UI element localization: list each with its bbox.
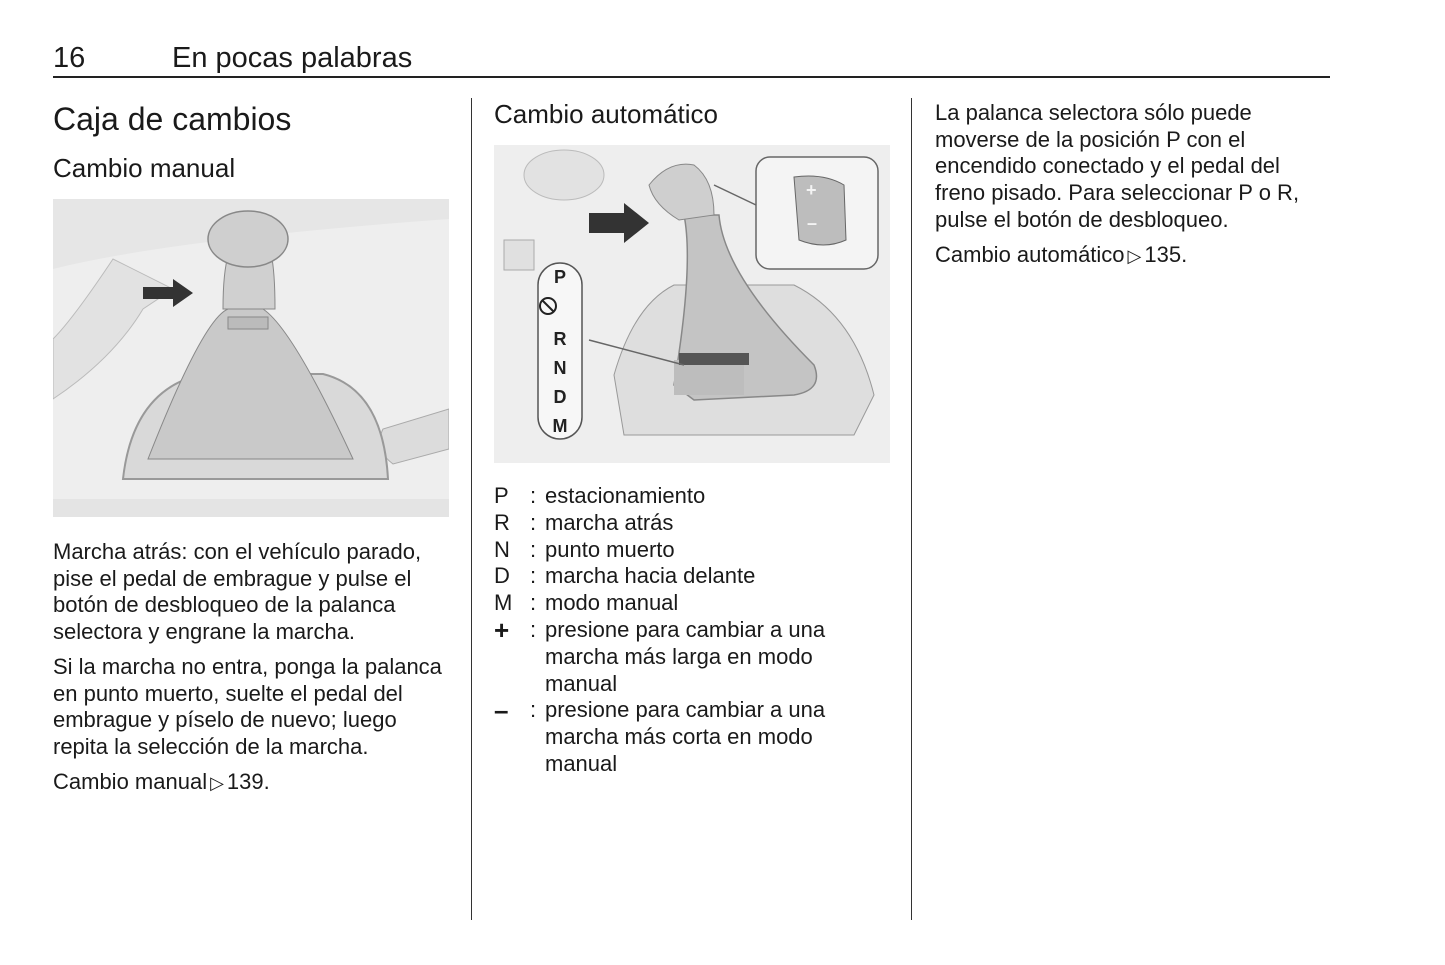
gate-letter: M <box>552 416 568 436</box>
column-divider <box>471 98 472 920</box>
legend-item: + : presione para cambiar a una marcha más larga en modo manual <box>494 617 894 697</box>
gear-retry-text: Si la marcha no entra, ponga la palanca en punto muerto, suelte el pedal del embrague y píselo de nuevo; luego repita la selección de la marcha. <box>53 653 442 759</box>
xref-page: 135. <box>1144 241 1188 267</box>
legend-key: N <box>494 536 510 562</box>
xref-arrow-icon: ▷ <box>210 772 224 793</box>
page-header <box>53 40 1330 78</box>
legend-key: R <box>494 509 510 535</box>
page-number: 16 <box>53 42 86 74</box>
automatic-xref[interactable] <box>935 242 1335 270</box>
gate-letter: P <box>553 267 566 287</box>
gate-letter: R <box>553 329 567 349</box>
chapter-title: Caja de cambios <box>53 101 292 137</box>
legend-desc: punto muerto <box>545 536 675 562</box>
gear-gate-labels <box>538 263 582 441</box>
legend-item: M : modo manual <box>494 590 894 617</box>
manual-subtitle: Cambio manual <box>53 153 236 183</box>
reverse-gear-text: Marcha atrás: con el vehículo parado, pise el pedal de embrague y pulse el botón de desbloqueo de la palanca selectora y engrane la marcha. <box>53 539 422 645</box>
legend-key: D <box>494 563 510 589</box>
legend-desc: marcha hacia delante <box>545 563 756 589</box>
minus-button-icon: – <box>807 213 818 233</box>
plus-icon: + <box>494 614 510 645</box>
xref-label: Cambio automático <box>935 241 1125 267</box>
legend-desc: presione para cambiar a una marcha más larga en modo manual <box>545 616 826 696</box>
column-notes <box>935 100 1335 269</box>
gear-legend <box>494 483 894 778</box>
legend-desc: estacionamiento <box>545 483 706 508</box>
legend-key: M <box>494 590 513 616</box>
legend-item: – : presione para cambiar a una marcha más corta en modo manual <box>494 697 894 777</box>
legend-desc: modo manual <box>545 590 679 616</box>
automatic-subtitle: Cambio automático <box>494 99 718 129</box>
legend-desc: presione para cambiar a una marcha más corta en modo manual <box>545 697 826 776</box>
column-divider <box>911 98 912 920</box>
xref-arrow-icon: ▷ <box>1127 245 1142 266</box>
legend-item: D : marcha hacia delante <box>494 563 894 590</box>
plus-button-icon: + <box>806 180 817 200</box>
section-title: En pocas palabras <box>172 42 413 74</box>
legend-desc: marcha atrás <box>545 509 674 535</box>
automatic-gearbox-illustration <box>494 145 890 463</box>
xref-page: 139. <box>226 768 270 794</box>
minus-icon: – <box>494 695 509 726</box>
legend-item: N : punto muerto <box>494 537 894 564</box>
manual-xref[interactable] <box>53 769 453 797</box>
column-manual <box>53 100 453 796</box>
gate-letter: N <box>553 358 567 378</box>
manual-gearbox-illustration <box>53 199 449 517</box>
column-automatic <box>494 98 894 778</box>
lock-icon <box>538 296 582 325</box>
legend-item: R : marcha atrás <box>494 510 894 537</box>
legend-item: P : estacionamiento <box>494 483 894 510</box>
legend-key: P <box>494 483 509 508</box>
xref-label: Cambio manual <box>53 768 208 794</box>
selector-lever-text: La palanca selectora sólo puede moverse de la posición P con el encendido conectado y el pedal del freno pisado. Para seleccionar P o R, pulse el botón de desbloqueo. <box>935 100 1300 232</box>
gate-letter: D <box>553 387 567 407</box>
